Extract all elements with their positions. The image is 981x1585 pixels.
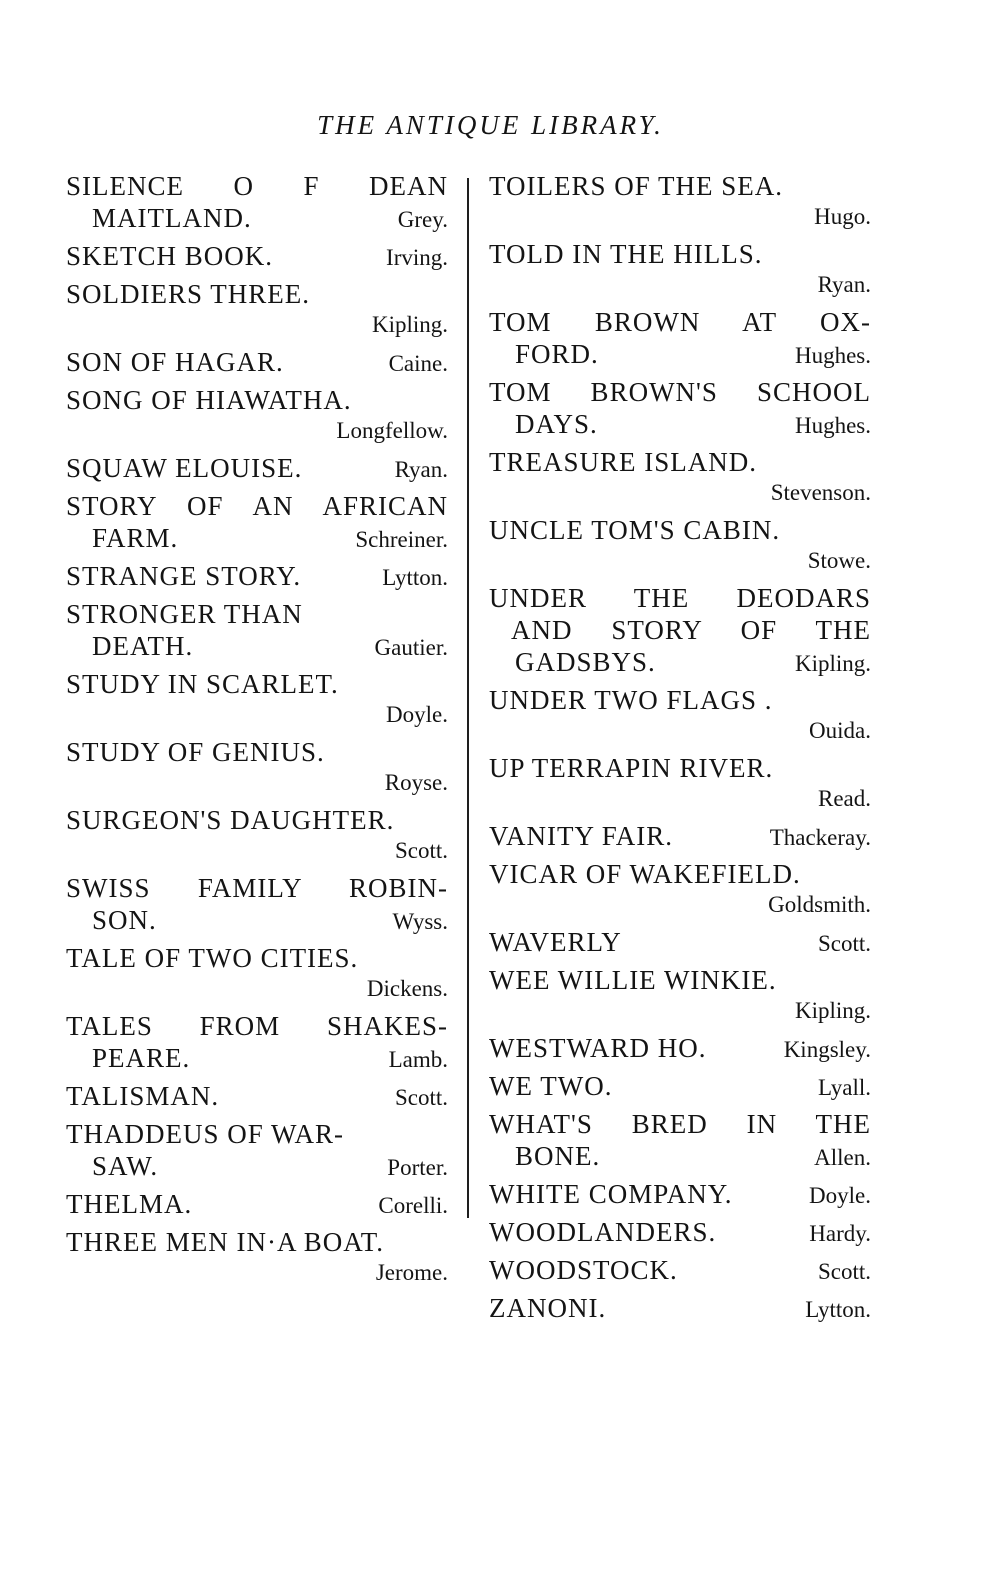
book-author: Hardy. <box>809 1221 871 1246</box>
book-title: WEE WILLIE WINKIE. <box>489 965 777 995</box>
book-title: STRONGER THAN <box>66 599 303 629</box>
book-entry <box>489 514 871 576</box>
book-title: TREASURE ISLAND. <box>489 447 758 477</box>
book-author: Hugo. <box>814 204 871 229</box>
entry-row <box>66 1042 448 1074</box>
book-entry <box>489 926 871 958</box>
entry-row <box>66 630 448 662</box>
book-author: Kingsley. <box>783 1037 871 1062</box>
book-title: THREE MEN IN·A BOAT. <box>66 1227 384 1257</box>
book-author: Scott. <box>817 931 871 956</box>
book-entry <box>66 872 448 936</box>
book-author: Thackeray. <box>769 825 871 850</box>
book-entry <box>66 598 448 662</box>
book-entry <box>489 1032 871 1064</box>
book-entry <box>66 560 448 592</box>
book-author: Ryan. <box>394 457 448 482</box>
book-title: THELMA. <box>66 1189 193 1219</box>
book-entry <box>489 1108 871 1172</box>
book-author: Grey. <box>397 207 448 232</box>
entry-row <box>66 560 448 592</box>
book-entry <box>489 170 871 232</box>
book-title: SWISS FAMILY ROBIN- <box>66 873 448 903</box>
book-author: Royse. <box>384 770 448 795</box>
book-entry <box>66 1226 448 1288</box>
book-title-continued: SON. <box>92 905 157 935</box>
book-title-continued: AND STORY OF THE <box>511 615 871 645</box>
book-title: SOLDIERS THREE. <box>66 279 311 309</box>
book-title: WE TWO. <box>489 1071 613 1101</box>
book-author: Stevenson. <box>770 480 871 505</box>
book-entry <box>489 1292 871 1324</box>
book-author: Lamb. <box>388 1047 448 1072</box>
book-title: SKETCH BOOK. <box>66 241 274 271</box>
book-entry <box>489 306 871 370</box>
book-entry <box>66 942 448 1004</box>
book-author: Lytton. <box>805 1297 871 1322</box>
book-author: Doyle. <box>809 1183 871 1208</box>
book-title: TOM BROWN'S SCHOOL <box>489 377 871 407</box>
entry-row <box>66 452 448 484</box>
book-title: THADDEUS OF WAR- <box>66 1119 345 1149</box>
book-entry <box>489 964 871 1026</box>
book-author: Allen. <box>814 1145 871 1170</box>
entry-row <box>66 1188 448 1220</box>
book-title: UP TERRAPIN RIVER. <box>489 753 774 783</box>
book-title: WESTWARD HO. <box>489 1033 707 1063</box>
entry-row <box>489 338 871 370</box>
book-title-continued: MAITLAND. <box>92 203 252 233</box>
book-entry <box>66 1010 448 1074</box>
book-entry <box>66 1118 448 1182</box>
book-author: Dickens. <box>366 976 448 1001</box>
entry-row <box>66 904 448 936</box>
book-author: Gautier. <box>374 635 448 660</box>
book-title: SQUAW ELOUISE. <box>66 453 303 483</box>
book-entry <box>489 820 871 852</box>
entry-row <box>489 1292 871 1324</box>
book-title-continued: SAW. <box>92 1151 159 1181</box>
book-entry <box>66 736 448 798</box>
book-entry <box>489 752 871 814</box>
entry-row <box>66 202 448 234</box>
book-entry <box>489 1254 871 1286</box>
entry-row <box>489 1070 871 1102</box>
book-entry <box>66 240 448 272</box>
entry-row <box>66 1150 448 1182</box>
book-author: Scott. <box>394 1085 448 1110</box>
entry-row <box>489 1254 871 1286</box>
entry-row <box>489 646 871 678</box>
book-title: SURGEON'S DAUGHTER. <box>66 805 395 835</box>
book-entry <box>489 684 871 746</box>
book-title: WHITE COMPANY. <box>489 1179 733 1209</box>
book-author: Jerome. <box>375 1260 448 1285</box>
book-author: Porter. <box>387 1155 448 1180</box>
book-author: Kipling. <box>794 998 871 1023</box>
book-author: Scott. <box>394 838 448 863</box>
book-title: STUDY IN SCARLET. <box>66 669 339 699</box>
page-title: THE ANTIQUE LIBRARY. <box>317 110 664 140</box>
book-entry <box>66 384 448 446</box>
book-entry <box>489 1070 871 1102</box>
book-entry <box>66 804 448 866</box>
book-author: Stowe. <box>807 548 871 573</box>
book-author: Scott. <box>817 1259 871 1284</box>
book-entry <box>489 858 871 920</box>
book-entry <box>66 490 448 554</box>
book-author: Read. <box>817 786 871 811</box>
book-title-continued: DAYS. <box>515 409 598 439</box>
entry-row <box>489 1216 871 1248</box>
book-author: Lytton. <box>382 565 448 590</box>
entry-row <box>66 240 448 272</box>
book-title: WOODSTOCK. <box>489 1255 678 1285</box>
book-entry <box>66 452 448 484</box>
book-title: STORY OF AN AFRICAN <box>66 491 448 521</box>
book-author: Caine. <box>388 351 448 376</box>
book-author: Irving. <box>386 245 448 270</box>
book-entry <box>66 170 448 234</box>
book-author: Schreiner. <box>355 527 448 552</box>
book-author: Doyle. <box>386 702 448 727</box>
book-title: SILENCE O F DEAN <box>66 171 448 201</box>
entry-row <box>66 346 448 378</box>
book-author: Wyss. <box>392 909 448 934</box>
book-author: Ouida. <box>809 718 871 743</box>
book-author: Ryan. <box>817 272 871 297</box>
entry-row <box>66 1080 448 1112</box>
book-title-continued: FARM. <box>92 523 179 553</box>
book-title: WOODLANDERS. <box>489 1217 717 1247</box>
book-entry <box>489 376 871 440</box>
entry-row <box>489 1140 871 1172</box>
book-title: TOLD IN THE HILLS. <box>489 239 763 269</box>
book-title: TALISMAN. <box>66 1081 220 1111</box>
book-entry <box>66 668 448 730</box>
book-title: SON OF HAGAR. <box>66 347 284 377</box>
left-column <box>66 170 448 1294</box>
book-title: VANITY FAIR. <box>489 821 674 851</box>
book-title: ZANONI. <box>489 1293 607 1323</box>
book-title: TOM BROWN AT OX- <box>489 307 871 337</box>
book-entry <box>66 1188 448 1220</box>
book-title: TOILERS OF THE SEA. <box>489 171 784 201</box>
book-entry <box>66 278 448 340</box>
book-entry <box>66 346 448 378</box>
entry-row <box>489 408 871 440</box>
book-author: Corelli. <box>378 1193 448 1218</box>
book-author: Longfellow. <box>336 418 448 443</box>
entry-row <box>489 1178 871 1210</box>
book-title-continued: FORD. <box>515 339 599 369</box>
book-entry <box>489 1216 871 1248</box>
book-entry <box>489 1178 871 1210</box>
book-title: UNDER THE DEODARS <box>489 583 871 613</box>
book-title: STRANGE STORY. <box>66 561 302 591</box>
column-divider <box>467 178 469 1218</box>
book-entry <box>489 238 871 300</box>
entry-row <box>489 926 871 958</box>
book-title: TALE OF TWO CITIES. <box>66 943 359 973</box>
entry-row <box>489 820 871 852</box>
book-title: WAVERLY <box>489 927 622 957</box>
book-title: UNCLE TOM'S CABIN. <box>489 515 781 545</box>
entry-row <box>66 522 448 554</box>
book-entry <box>66 1080 448 1112</box>
book-title: WHAT'S BRED IN THE <box>489 1109 871 1139</box>
book-title-continued: PEARE. <box>92 1043 191 1073</box>
book-title: SONG OF HIAWATHA. <box>66 385 352 415</box>
book-title: TALES FROM SHAKES- <box>66 1011 448 1041</box>
book-author: Kipling. <box>371 312 448 337</box>
book-title: VICAR OF WAKEFIELD. <box>489 859 801 889</box>
entry-row <box>489 1032 871 1064</box>
book-title: STUDY OF GENIUS. <box>66 737 325 767</box>
book-author: Hughes. <box>794 413 871 438</box>
book-title: UNDER TWO FLAGS . <box>489 685 773 715</box>
book-title-continued: GADSBYS. <box>515 647 656 677</box>
book-author: Goldsmith. <box>768 892 871 917</box>
book-author: Lyall. <box>817 1075 871 1100</box>
book-title-continued: BONE. <box>515 1141 601 1171</box>
right-column <box>489 170 871 1330</box>
book-entry <box>489 446 871 508</box>
book-author: Kipling. <box>794 651 871 676</box>
book-entry <box>489 582 871 678</box>
book-author: Hughes. <box>794 343 871 368</box>
book-title-continued: DEATH. <box>92 631 194 661</box>
